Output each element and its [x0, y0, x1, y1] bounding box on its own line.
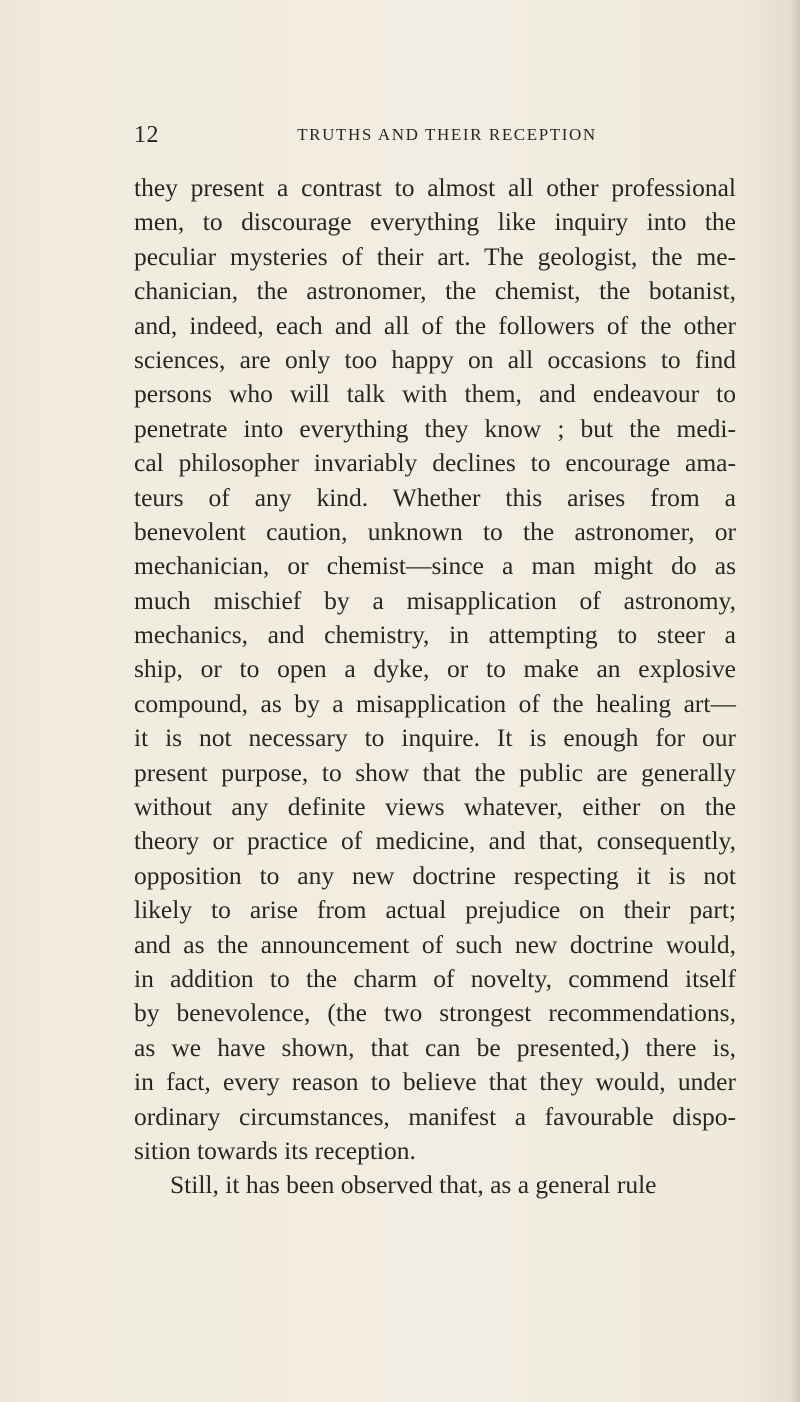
text-line: Still, it has been observed that, as a general rule [170, 1170, 657, 1200]
text-line: persons who will talk with them, and endeavour to [134, 379, 736, 409]
text-line: without any definite views whatever, either on the [134, 792, 736, 822]
text-line: teurs of any kind. Whether this arises from a [134, 482, 736, 512]
body-text [134, 171, 736, 1203]
text-line: it is not necessary to inquire. It is enough for our [134, 723, 736, 753]
text-line: mechanician, or chemist—since a man might do as [134, 551, 736, 581]
running-head: TRUTHS AND THEIR RECEPTION [297, 125, 597, 144]
text-line: as we have shown, that can be presented,) there is, [134, 1032, 736, 1062]
text-line: present purpose, to show that the public are generally [134, 757, 736, 787]
text-line: much mischief by a misapplication of astronomy, [134, 585, 736, 615]
text-line: compound, as by a misapplication of the healing art— [134, 688, 736, 718]
text-line: cal philosopher invariably declines to encourage ama- [134, 448, 736, 478]
text-line: opposition to any new doctrine respecting it is not [134, 860, 736, 890]
text-line: men, to discourage everything like inquiry into the [134, 207, 736, 237]
text-line: in fact, every reason to believe that they would, under [134, 1067, 736, 1097]
text-line: peculiar mysteries of their art. The geologist, the me- [134, 241, 736, 271]
text-line: benevolent caution, unknown to the astronomer, or [134, 516, 736, 546]
text-line: chanician, the astronomer, the chemist, the botanist, [134, 276, 736, 306]
page-header [134, 120, 736, 150]
text-line: likely to arise from actual prejudice on their part; [134, 895, 736, 925]
text-line: in addition to the charm of novelty, commend itself [134, 963, 736, 993]
text-line: they present a contrast to almost all other professional [134, 173, 736, 202]
text-line: mechanics, and chemistry, in attempting to steer a [134, 620, 736, 650]
page-number: 12 [134, 122, 159, 148]
text-line: sition towards its reception. [134, 1135, 416, 1165]
page-edge-shadow [790, 0, 800, 1402]
text-line: sciences, are only too happy on all occasions to find [134, 344, 736, 374]
text-line: and, indeed, each and all of the followers of the other [134, 310, 736, 340]
text-line: and as the announcement of such new doctrine would, [134, 929, 736, 959]
text-line: ship, or to open a dyke, or to make an explosive [134, 654, 736, 684]
text-line: penetrate into everything they know ; but the medi- [134, 413, 736, 443]
text-line: theory or practice of medicine, and that, consequently, [134, 826, 736, 856]
text-line: ordinary circumstances, manifest a favourable dispo- [134, 1101, 736, 1131]
text-line: by benevolence, (the two strongest recommendations, [134, 998, 736, 1028]
